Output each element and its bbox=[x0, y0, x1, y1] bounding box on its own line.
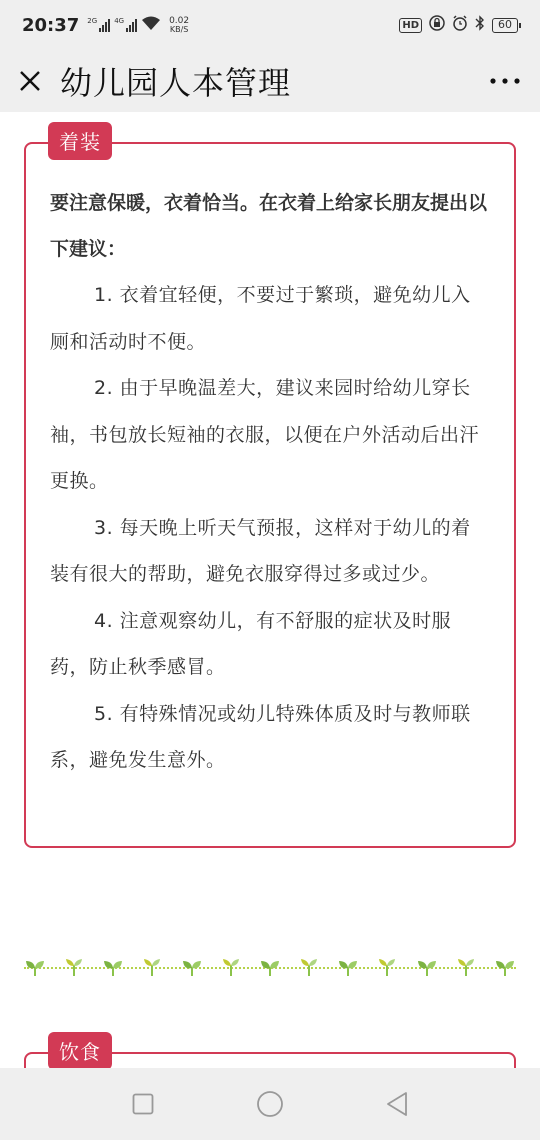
net-speed: 0.02 KB/S bbox=[169, 15, 190, 34]
home-button[interactable] bbox=[250, 1084, 290, 1124]
advice-item: 1. 衣着宜轻便，不要过于繁琐，避免幼儿入厕和活动时不便。 bbox=[50, 284, 471, 353]
sprout-icon bbox=[102, 957, 124, 977]
status-left-icons bbox=[87, 16, 189, 34]
sprout-icon bbox=[455, 957, 477, 977]
sprout-icon bbox=[416, 957, 438, 977]
section-intro: 要注意保暖，衣着恰当。在衣着上给家长朋友提出以下建议： bbox=[50, 192, 488, 260]
close-icon bbox=[18, 69, 42, 93]
sprout-icon bbox=[376, 957, 398, 977]
status-bar bbox=[0, 0, 540, 50]
advice-item: 4. 注意观察幼儿，有不舒服的症状及时服药，防止秋季感冒。 bbox=[50, 609, 452, 678]
sprout-icon bbox=[337, 957, 359, 977]
recent-apps-button[interactable] bbox=[123, 1084, 163, 1124]
sprout-icon bbox=[259, 957, 281, 977]
sprout-icon bbox=[298, 957, 320, 977]
article-content[interactable] bbox=[0, 112, 540, 1068]
sprout-icon bbox=[181, 957, 203, 977]
wifi-icon bbox=[141, 16, 161, 34]
section-tag-dress: 着装 bbox=[48, 122, 112, 160]
more-options-button[interactable] bbox=[470, 50, 540, 112]
more-icon bbox=[490, 78, 520, 84]
app-bar bbox=[0, 50, 540, 112]
section-card-dress bbox=[24, 130, 516, 848]
sprout-divider bbox=[24, 947, 516, 987]
bluetooth-icon bbox=[475, 15, 485, 35]
advice-item: 5. 有特殊情况或幼儿特殊体质及时与教师联系，避免发生意外。 bbox=[50, 702, 471, 771]
sprout-icon bbox=[63, 957, 85, 977]
page-title: 幼儿园人本管理 bbox=[60, 64, 292, 102]
square-icon bbox=[132, 1093, 154, 1115]
sprout-icon bbox=[24, 957, 46, 977]
section-tag-food: 饮食 bbox=[48, 1032, 112, 1068]
hd-icon: HD bbox=[399, 18, 422, 33]
sim1-signal-icon: 2G bbox=[87, 18, 110, 32]
circle-icon bbox=[256, 1090, 284, 1118]
sprout-icon bbox=[141, 957, 163, 977]
battery-icon: 60 bbox=[492, 18, 518, 33]
section-card-food bbox=[24, 1040, 516, 1068]
triangle-back-icon bbox=[385, 1091, 409, 1117]
status-right-icons bbox=[399, 15, 518, 35]
sprout-icon bbox=[220, 957, 242, 977]
advice-item: 3. 每天晚上听天气预报，这样对于幼儿的着装有很大的帮助，避免衣服穿得过多或过少。 bbox=[50, 516, 471, 585]
advice-item: 2. 由于早晚温差大，建议来园时给幼儿穿长袖，书包放长短袖的衣服，以便在户外活动后出汗更换。 bbox=[50, 377, 480, 492]
sim2-signal-icon: 4G bbox=[114, 18, 137, 32]
lock-icon bbox=[429, 15, 445, 35]
system-nav-bar bbox=[0, 1068, 540, 1140]
alarm-icon bbox=[452, 15, 468, 35]
close-button[interactable] bbox=[0, 50, 60, 112]
status-time: 20:37 bbox=[22, 14, 80, 36]
back-button[interactable] bbox=[377, 1084, 417, 1124]
sprout-icon bbox=[494, 957, 516, 977]
